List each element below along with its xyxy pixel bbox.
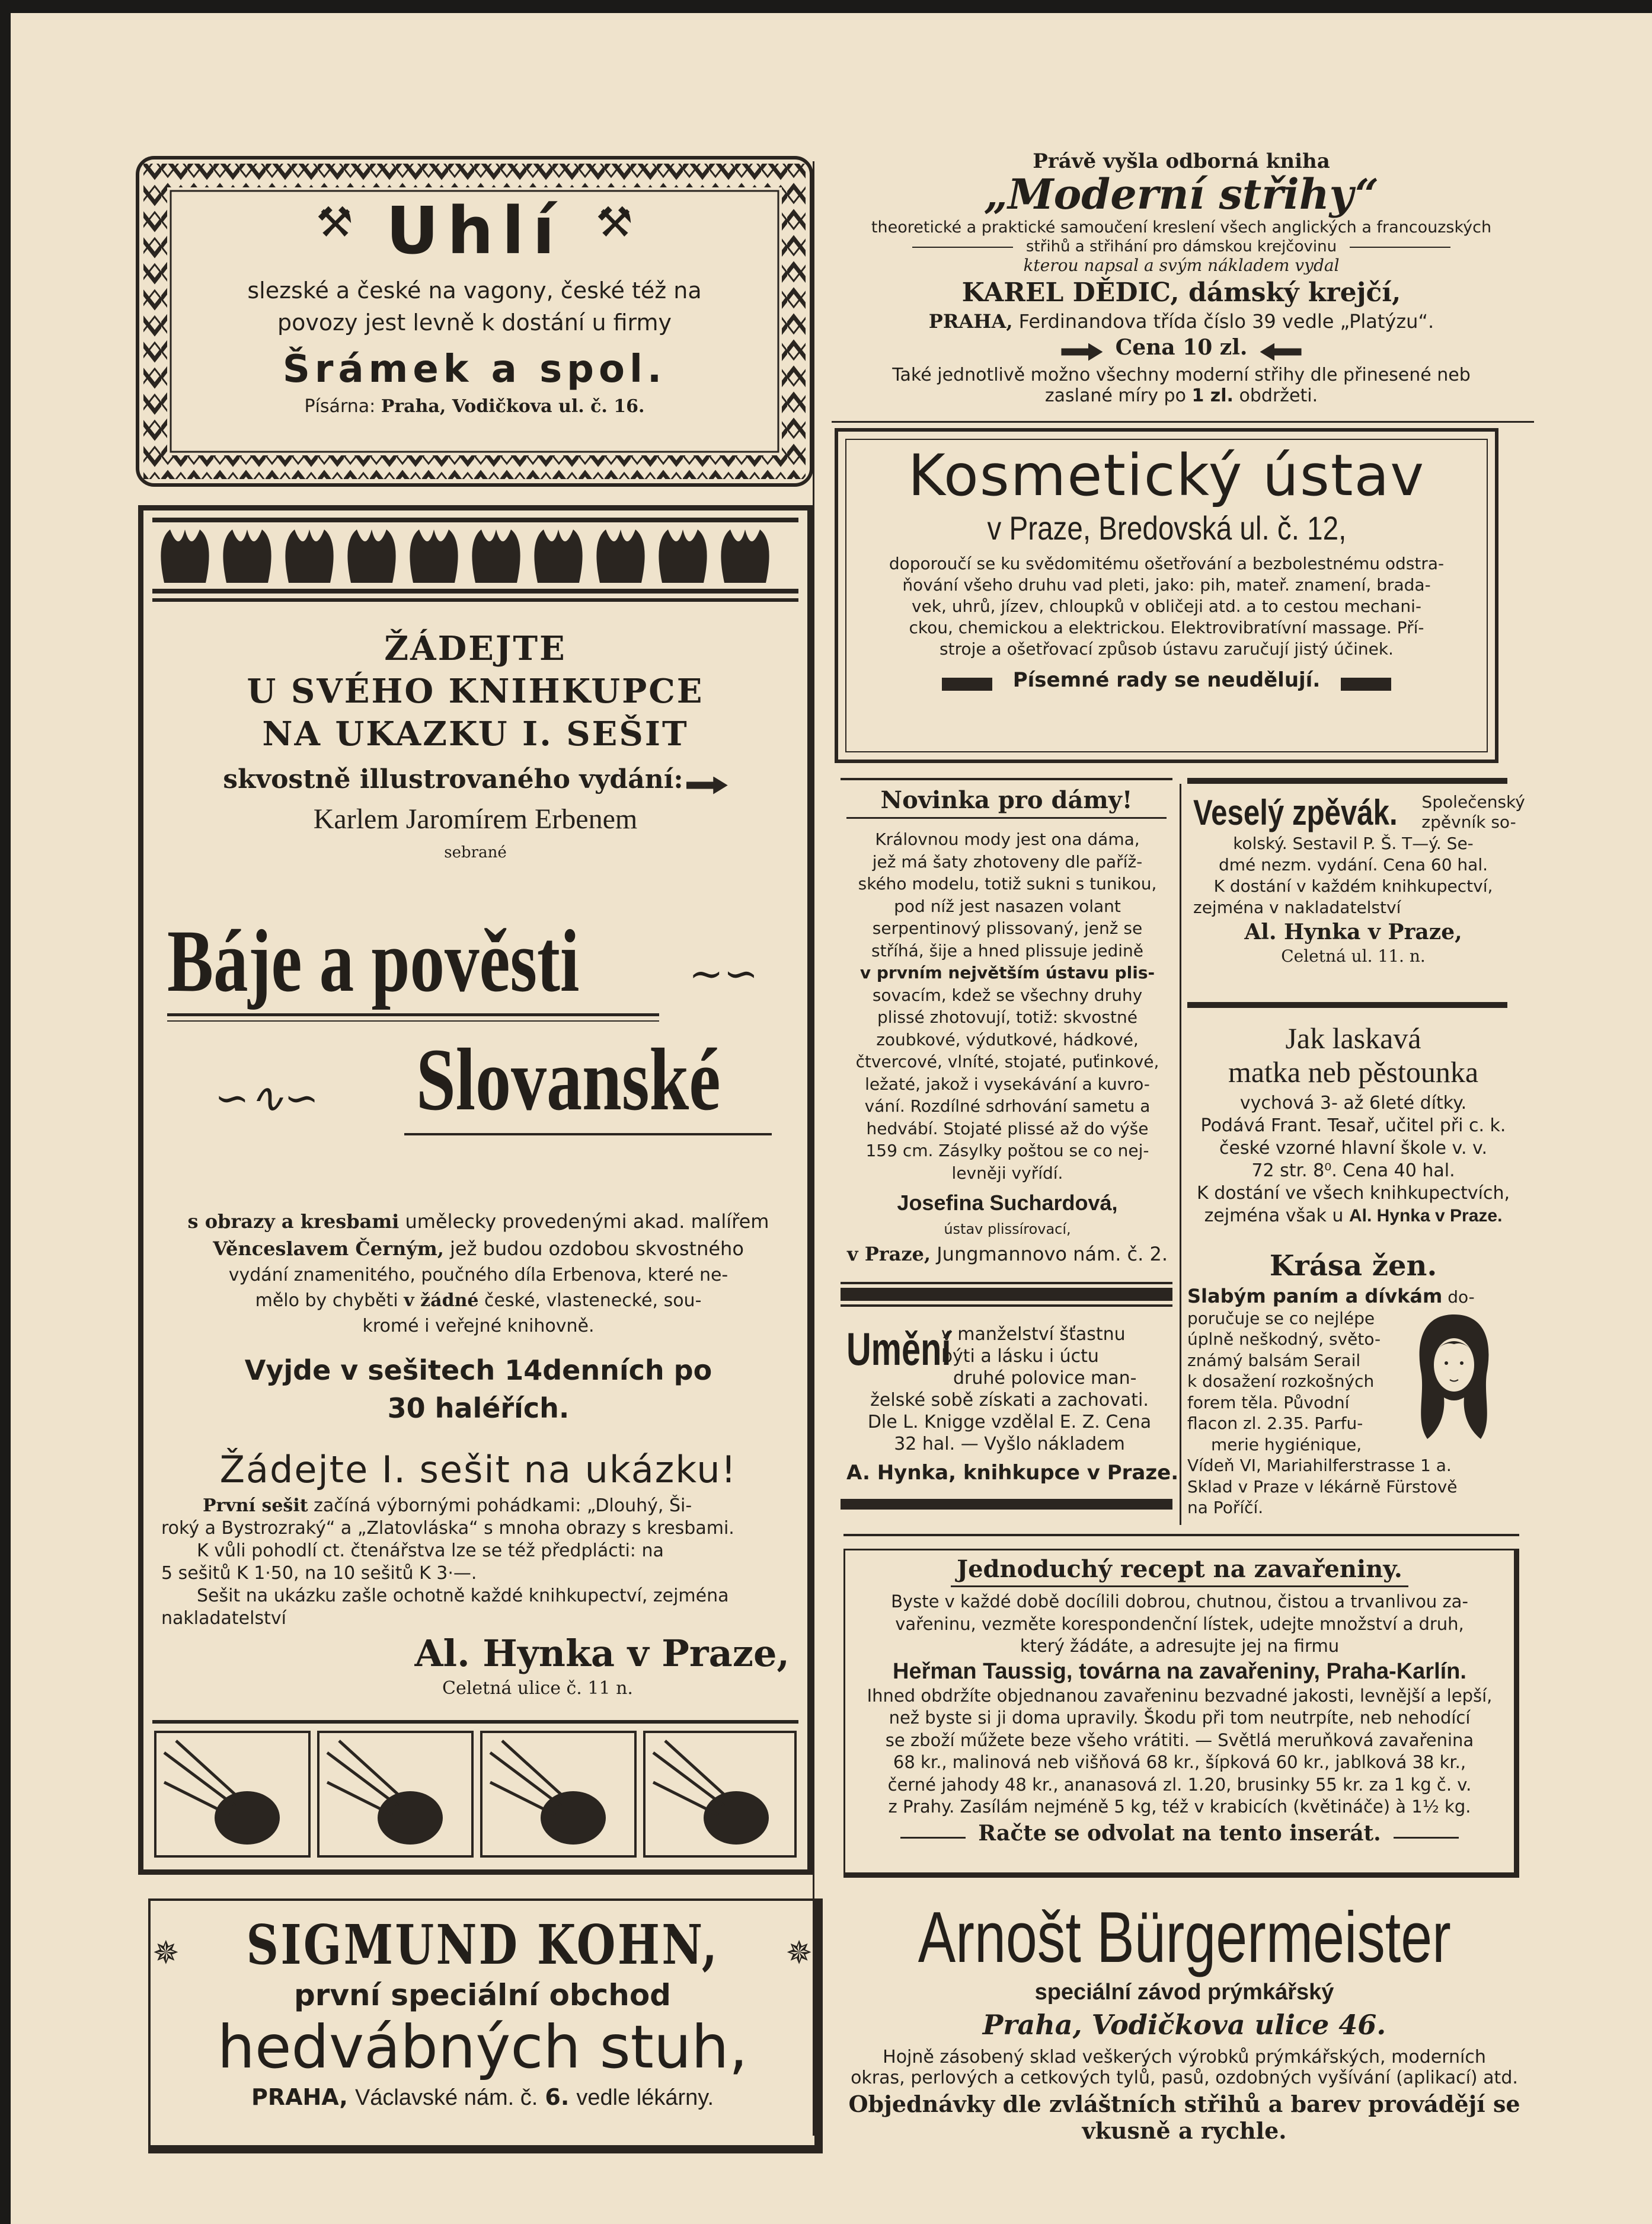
- thistle-frieze: [152, 1729, 798, 1859]
- uhli-line1: slezské a české na vagony, české též na: [247, 277, 702, 304]
- erben-sebrane: sebrané: [444, 844, 507, 861]
- krasa-r5: k dosažení rozkošných: [1187, 1371, 1375, 1391]
- uhli-title: Uhlí: [385, 193, 564, 269]
- zpevak-title: Veselý zpěvák.: [1193, 793, 1398, 832]
- krasa-title: Krása žen.: [1269, 1249, 1437, 1282]
- kosmeticky-text5: stroje a ošetřovací způsob ústavu zaručují jistý účinek.: [940, 639, 1394, 659]
- recept-line2: vařeninu, vezměte korespondenční lístek, udejte množství a druh,: [895, 1613, 1464, 1634]
- kosmeticky-text3: vek, uhrů, jízev, chloupků v obličeji atd. a to cestou mechani-: [912, 596, 1421, 616]
- novinka-line: ležaté, jakož i vysekávání a kuvro-: [865, 1074, 1150, 1094]
- novinka-line: 159 cm. Zásylky poštou se co nej-: [865, 1141, 1149, 1160]
- novinka-line: Královnou mody jest ona dáma,: [875, 829, 1140, 849]
- strihy-ad: [829, 149, 1534, 410]
- burgermeister-address: Praha, Vodičkova ulice 46.: [982, 2009, 1386, 2041]
- burgermeister-line5: Objednávky dle zvláštních střihů a barev provádějí se: [848, 2091, 1520, 2117]
- novinka-line: levněji vyřídí.: [951, 1163, 1063, 1183]
- recept-line6: se zboží műžete beze všeho vrátiti. — Světlá meruňková zavařenina: [885, 1730, 1474, 1750]
- novinka-line: ského modelu, totiž sukni s tunikou,: [858, 874, 1157, 894]
- kosmeticky-address: v Praze, Bredovská ul. č. 12,: [987, 509, 1346, 547]
- erben-publisher: Al. Hynka v Praze,: [414, 1632, 790, 1675]
- novinka-line: čtvercové, vlníté, stojaté, puťinkové,: [855, 1052, 1159, 1071]
- kosmeticky-text2: ňování všeho druhu vad pleti, jako: pih, mateř. znamení, brada-: [902, 575, 1431, 595]
- matka-line5: K dostání ve všech knihkupectvích,: [1197, 1183, 1510, 1204]
- strihy-line6: zaslané míry po: [1044, 385, 1186, 406]
- erben-p5: kromé i veřejné knihovně.: [362, 1316, 595, 1336]
- zpevak-address: Celetná ul. 11. n.: [1281, 946, 1426, 966]
- erben-line1: ŽÁDEJTE: [384, 629, 567, 668]
- kohn-number: 6.: [545, 2084, 570, 2110]
- kosmeticky-title: Kosmetický ústav: [908, 442, 1426, 509]
- kohn-line3: hedvábných stuh,: [217, 2012, 748, 2082]
- recept-ad: [843, 1549, 1519, 1878]
- matka-line3: české vzorné hlavní škole v. v.: [1219, 1138, 1487, 1159]
- kohn-ad: [148, 1898, 823, 2153]
- zpevak-line6: zejména v nakladatelství: [1193, 898, 1401, 917]
- erben-line4: skvostně illustrovaného vydání:: [223, 764, 683, 794]
- erben-title-line2: Slovanské: [416, 1030, 721, 1129]
- strihy-line3: střihů a střihání pro dámskou krejčovinu: [1025, 238, 1337, 256]
- umeni-right2: býti a lásku i úctu: [941, 1346, 1099, 1367]
- recept-line4: Ihned obdržíte objednanou zavařeninu bezvadné jakosti, levnější a lepší,: [867, 1685, 1493, 1706]
- erben-first4: 5 sešitů K 1·50, na 10 sešitů K 3·—.: [161, 1563, 477, 1584]
- pointing-hand-icon: [1260, 343, 1302, 361]
- kohn-city: PRAHA,: [251, 2084, 348, 2110]
- recept-line1: Byste v každé době docílili dobrou, chutnou, čistou a trvanlivou za-: [891, 1591, 1468, 1612]
- erben-line3: NA UKAZKU I. SEŠIT: [262, 714, 689, 754]
- zpevak-ad: [1187, 778, 1525, 1015]
- newspaper-page: [11, 13, 1652, 2224]
- uhli-line2: povozy jest levně k dostání u firmy: [277, 309, 672, 336]
- novinka-line: plissé zhotovují, totiž: skvostné: [877, 1007, 1137, 1027]
- zpevak-publisher: Al. Hynka v Praze,: [1244, 920, 1462, 945]
- burgermeister-name: Arnošt Bürgermeister: [918, 1897, 1451, 1977]
- krasa-r6: forem těla. Původní: [1187, 1392, 1350, 1412]
- burgermeister-ad: [841, 1896, 1528, 2156]
- burgermeister-line3: Hojně zásobený sklad veškerých výrobků prýmkářských, moderních: [883, 2047, 1486, 2067]
- kosmeticky-ad: [835, 428, 1498, 763]
- erben-publisher-address: Celetná ulice č. 11 n.: [442, 1678, 633, 1699]
- strihy-line5: Také jednotlivě možno všechny moderní střihy dle přinesené neb: [892, 364, 1471, 385]
- krasa-r3: úplně neškodný, světo-: [1187, 1329, 1381, 1349]
- novinka-line: serpentinový plissovaný, jenž se: [872, 918, 1143, 938]
- woman-portrait-icon: [1410, 1309, 1498, 1445]
- krasa-r1: do-: [1448, 1287, 1475, 1307]
- flourish-ornament: ~∽: [689, 949, 759, 998]
- uhli-ad: [135, 155, 814, 487]
- star-ornament-icon: ✵: [785, 1934, 813, 1971]
- novinka-ad: [841, 778, 1172, 1282]
- strihy-line6-end: obdržeti.: [1239, 385, 1318, 406]
- flourish-ornament: ∽∿∽: [215, 1074, 319, 1122]
- matka-title1: Jak laskavá: [1285, 1022, 1421, 1055]
- uhli-office-label: Písárna:: [304, 396, 376, 417]
- recept-title: Jednoduchý recept na zavařeniny.: [951, 1555, 1408, 1587]
- erben-p4-bold: v žádné: [404, 1290, 479, 1311]
- pointing-hand-icon: [686, 777, 728, 794]
- erben-p1-bold: s obrazy a kresbami: [187, 1210, 400, 1233]
- umeni-ad: [841, 1282, 1179, 1513]
- novinka-city: v Praze,: [846, 1242, 931, 1265]
- umeni-publisher: A. Hynka, knihkupce v Praze.: [846, 1461, 1179, 1485]
- erben-first2: roký a Bystrozraký“ a „Zlatovláska“ s mnoha obrazy s kresbami.: [161, 1518, 734, 1539]
- novinka-address: Jungmannovo nám. č. 2.: [937, 1242, 1168, 1265]
- burgermeister-line6: vkusně a rychle.: [1082, 2117, 1287, 2144]
- recept-line9: z Prahy. Zasílám nejméně 5 kg, též v krabicích (květináče) à 1½ kg.: [888, 1797, 1471, 1817]
- krasa-ad: [1187, 1249, 1519, 1528]
- erben-first6: nakladatelství: [161, 1608, 286, 1629]
- krasa-r4: známý balsám Serail: [1187, 1350, 1361, 1370]
- strihy-line2: theoretické a praktické samoučení kreslení všech anglických a francouzských: [871, 218, 1492, 237]
- erben-title-line1: Báje a pověsti: [167, 912, 580, 1010]
- strihy-title: „Moderní střihy“: [983, 170, 1379, 219]
- erben-line2: U SVÉHO KNIHKUPCE: [247, 672, 704, 711]
- umeni-right1: v manželství šťastnu: [941, 1324, 1126, 1345]
- burgermeister-line4: okras, perlových a cetkových tylů, pasů, ozdobných vyšívání (aplikací) atd.: [851, 2067, 1518, 2088]
- novinka-line: v prvním největším ústavu plis-: [859, 963, 1155, 982]
- recept-firm: Heřman Taussig, továrna na zavařeniny, Praha-Karlín.: [893, 1658, 1466, 1684]
- erben-p1-rest: umělecky provedenými akad. malířem: [405, 1210, 769, 1233]
- novinka-line: hedvábí. Stojaté plissé až do výše: [866, 1118, 1149, 1138]
- erben-vyjde2: 30 haléřích.: [387, 1392, 570, 1424]
- star-ornament-icon: ✵: [152, 1934, 180, 1971]
- krasa-r7: flacon zl. 2.35. Parfu-: [1187, 1413, 1363, 1433]
- erben-ad: [138, 505, 813, 1875]
- zpevak-line4: dmé nezm. vydání. Cena 60 hal.: [1218, 855, 1488, 875]
- erben-first-bold: První sešit: [203, 1495, 308, 1516]
- matka-title2: matka neb pěstounka: [1228, 1055, 1479, 1089]
- erben-painter: Věnceslavem Černým,: [213, 1237, 444, 1260]
- hammers-icon: ⚒: [316, 198, 353, 247]
- krasa-line9: Vídeň VI, Mariahilferstrasse 1 a.: [1187, 1456, 1452, 1475]
- uhli-office-address: Praha, Vodičkova ul. č. 16.: [381, 396, 645, 417]
- matka-line2: Podává Frant. Tesař, učitel při c. k.: [1200, 1115, 1506, 1136]
- erben-vyjde1: Vyjde v sešitech 14denních po: [244, 1354, 712, 1386]
- pointing-hand-icon: [1061, 343, 1103, 361]
- recept-line8: černé jahody 48 kr., ananasová zl. 1.20, brusinky 55 kr. za 1 kg č. v.: [887, 1774, 1472, 1795]
- zpevak-right1: Společenský: [1421, 792, 1525, 812]
- matka-ad: [1187, 1021, 1519, 1240]
- erben-p4b: české, vlastenecké, sou-: [484, 1290, 702, 1311]
- novinka-line: pod níž jest nasazen volant: [894, 896, 1121, 916]
- erben-first5: Sešit na ukázku zašle ochotně každé knihkupectví, zejména: [197, 1585, 729, 1606]
- umeni-line6: 32 hal. — Vyšlo nákladem: [894, 1434, 1125, 1454]
- novinka-line: vání. Rozdílné sdrhování sametu a: [864, 1096, 1151, 1116]
- strihy-address: Ferdinandova třída číslo 39 vedle „Platýzu“.: [1018, 310, 1434, 333]
- erben-p3: vydání znamenitého, poučného díla Erbenova, které ne-: [228, 1265, 728, 1285]
- novinka-name: Josefina Suchardová,: [897, 1191, 1118, 1215]
- novinka-line: sovacím, kdež se všechny druhy: [872, 985, 1143, 1005]
- kohn-line2: první speciální obchod: [294, 1978, 671, 2012]
- umeni-right3: druhé polovice man-: [953, 1368, 1137, 1389]
- strihy-author: KAREL DĚDIC, dámský krejčí,: [961, 277, 1401, 308]
- zpevak-right2: zpěvník so-: [1421, 812, 1516, 832]
- kosmeticky-text1: doporoučí se ku svědomitému ošetřování a bezbolestnému odstra-: [889, 554, 1445, 573]
- matka-line6: zejména však u: [1204, 1205, 1344, 1226]
- burgermeister-line1: speciální závod prýmkářský: [1034, 1980, 1334, 2005]
- matka-publisher: Al. Hynka v Praze.: [1349, 1206, 1503, 1226]
- kosmeticky-text4: ckou, chemickou a elektrickou. Elektrovibratívní massage. Pří-: [909, 618, 1424, 637]
- strihy-price: Cena 10 zl.: [1115, 335, 1248, 360]
- kohn-address2: vedle lékárny.: [576, 2085, 714, 2110]
- erben-zadejte: Žádejte I. sešit na ukázku!: [219, 1448, 737, 1491]
- krasa-r8: merie hygiénique,: [1211, 1434, 1362, 1454]
- novinka-line: stříhá, šije a hned plissuje jedině: [871, 940, 1143, 961]
- novinka-line: zoubkové, výdutkové, hádkové,: [876, 1029, 1139, 1049]
- erben-p2-rest: jež budou ozdobou skvostného: [450, 1237, 744, 1260]
- erben-first3: K vůli pohodlí ct. čtenářstva lze se též předplácti: na: [197, 1540, 664, 1561]
- recept-footer: Račte se odvolat na tento inserát.: [978, 1820, 1381, 1846]
- novinka-line: jež má šaty zhotoveny dle paříž-: [872, 851, 1143, 872]
- strihy-line6-price: 1 zl.: [1191, 385, 1234, 406]
- novinka-title: Novinka pro dámy!: [880, 786, 1133, 814]
- tulip-frieze: [152, 518, 798, 595]
- kohn-address: Václavské nám. č.: [354, 2085, 538, 2110]
- strihy-line4: kterou napsal a svým nákladem vydal: [1023, 256, 1340, 275]
- strihy-city: PRAHA,: [928, 310, 1013, 333]
- erben-author: Karlem Jaromírem Erbenem: [313, 803, 638, 835]
- krasa-bold: Slabým paním a dívkám: [1187, 1285, 1443, 1307]
- hammers-icon: ⚒: [596, 198, 633, 247]
- zpevak-line3: kolský. Sestavil P. Š. T—ý. Se-: [1233, 834, 1474, 853]
- recept-line5: než byste si ji doma upravily. Škodu při tom neutrpíte, neb nehodící: [889, 1708, 1471, 1728]
- novinka-sub: ústav plissírovací,: [944, 1221, 1071, 1237]
- recept-line7: 68 kr., malinová neb višňová 68 kr., šípková 60 kr., jablková 38 kr.,: [893, 1752, 1466, 1772]
- erben-first-rest: začíná výbornými pohádkami: „Dlouhý, Ši-: [314, 1495, 692, 1516]
- krasa-line10: Sklad v Praze v lékárně Fürstově: [1187, 1476, 1458, 1497]
- kosmeticky-note: Písemné rady se neudělují.: [1012, 668, 1321, 692]
- zpevak-line5: K dostání v každém knihkupectví,: [1213, 876, 1493, 896]
- strihy-line1: Právě vyšla odborná kniha: [1033, 149, 1330, 173]
- uhli-firm: Šrámek a spol.: [282, 347, 667, 391]
- kohn-name: SIGMUND KOHN,: [246, 1913, 719, 1977]
- krasa-line11: na Poříčí.: [1187, 1498, 1264, 1517]
- krasa-r2: poručuje se co nejlépe: [1187, 1308, 1375, 1328]
- matka-line1: vychová 3- až 6leté dítky.: [1239, 1093, 1467, 1113]
- umeni-title: Umění: [846, 1323, 951, 1375]
- matka-line4: 72 str. 8⁰. Cena 40 hal.: [1251, 1160, 1455, 1181]
- recept-line3: který žádáte, a adresujte jej na firmu: [1020, 1636, 1340, 1656]
- umeni-line4: želské sobě získati a zachovati.: [870, 1390, 1149, 1411]
- umeni-line5: Dle L. Knigge vzdělal E. Z. Cena: [867, 1412, 1152, 1432]
- erben-p4a: mělo by chyběti: [255, 1290, 398, 1311]
